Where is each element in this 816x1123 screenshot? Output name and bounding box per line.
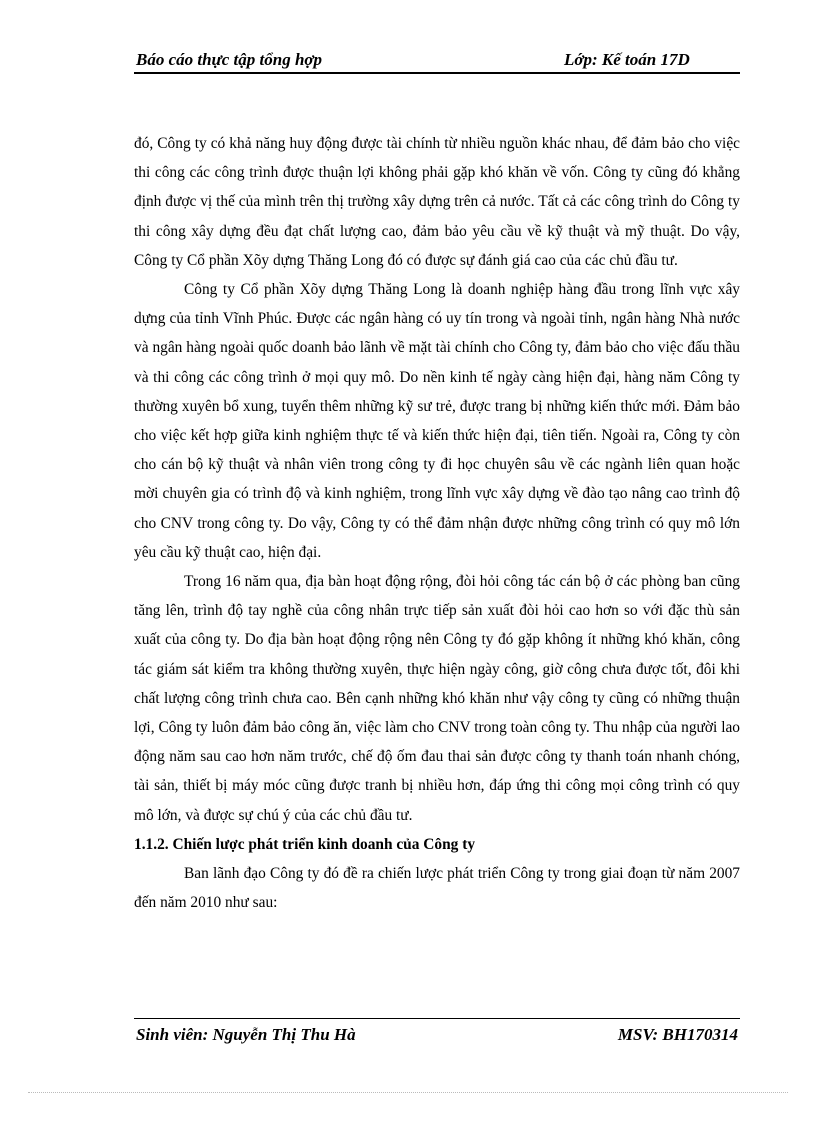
- page-edge-divider: [28, 1092, 788, 1093]
- section-paragraph: Ban lãnh đạo Công ty đó đề ra chiến lược phát triển Công ty trong giai đoạn từ năm 2007 đến năm 2010 như sau:: [134, 865, 740, 912]
- header-report-title: Báo cáo thực tập tổng hợp: [136, 50, 323, 69]
- footer-student-name: Sinh viên: Nguyễn Thị Thu Hà: [136, 1025, 356, 1044]
- paragraph-3: Trong 16 năm qua, địa bàn hoạt động rộng, đòi hỏi công tác cán bộ ở các phòng ban cũng tăng lên, trình độ tay nghề của công nhân trực tiếp sản xuất đòi hỏi cao hơn so với đặc thù sản xuất của công ty. Do địa bàn hoạt động rộng nên Công ty đó gặp không ít những khó khăn, công tác giám sát kiểm tra không thường xuyên, thực hiện ngày công, giờ công chưa được tốt, đôi khi chất lượng công trình chưa cao. Bên cạnh những khó khăn như vậy công ty cũng có những thuận lợi, Công ty luôn đảm bảo công ăn, việc làm cho CNV trong toàn công ty. Thu nhập của người lao động năm sau cao hơn năm trước, chế độ ốm đau thai sản được công ty thanh toán nhanh chóng, tài sản, thiết bị máy móc cũng được tranh bị nhiều hơn, đáp ứng thi công mọi công trình có quy mô lớn, và được sự chú ý của các chủ đầu tư.: [134, 573, 740, 824]
- document-body: [134, 129, 740, 917]
- section-heading: 1.1.2. Chiến lược phát triển kinh doanh của Công ty: [134, 835, 476, 853]
- header-class-label: Lớp: Kế toán 17D: [564, 50, 690, 69]
- paragraph-1: đó, Công ty có khả năng huy động được tài chính từ nhiều nguồn khác nhau, để đảm bảo cho việc thi công các công trình được thuận lợi không phải gặp khó khăn về vốn. Công ty cũng đó khẳng định được vị thế của mình trên thị trường xây dựng trên cả nước. Tất cả các công trình do Công ty thi công xây dựng đều đạt chất lượng cao, đảm bảo yêu cầu về kỹ thuật và mỹ thuật. Do vậy, Công ty Cổ phần Xõy dựng Thăng Long đó có được sự đánh giá cao của các chủ đầu tư.: [134, 135, 740, 269]
- page-header: [134, 48, 740, 74]
- paragraph-2: Công ty Cổ phần Xõy dựng Thăng Long là doanh nghiệp hàng đầu trong lĩnh vực xây dựng của tỉnh Vĩnh Phúc. Được các ngân hàng có uy tín trong và ngoài tỉnh, ngân hàng Nhà nước và ngân hàng ngoài quốc doanh bảo lãnh về mặt tài chính cho Công ty, đảm bảo cho việc đấu thầu và thi công các công trình ở mọi quy mô. Do nền kinh tế ngày càng hiện đại, hàng năm Công ty thường xuyên bổ xung, tuyển thêm những kỹ sư trẻ, được trang bị những kiến thức mới. Đảm bảo cho việc kết hợp giữa kinh nghiệm thực tế và kiến thức hiện đại, tiên tiến. Ngoài ra, Công ty còn cho cán bộ kỹ thuật và nhân viên trong công ty đi học chuyên sâu về các ngành liên quan hoặc mời chuyên gia có trình độ và kinh nghiệm, trong lĩnh vực xây dựng về đào tạo nâng cao trình độ cho CNV trong công ty. Do vậy, Công ty có thể đảm nhận được những công trình có quy mô lớn yêu cầu kỹ thuật cao, hiện đại.: [134, 281, 740, 561]
- footer-student-id: MSV: BH170314: [617, 1025, 738, 1044]
- page-footer: [134, 1018, 740, 1049]
